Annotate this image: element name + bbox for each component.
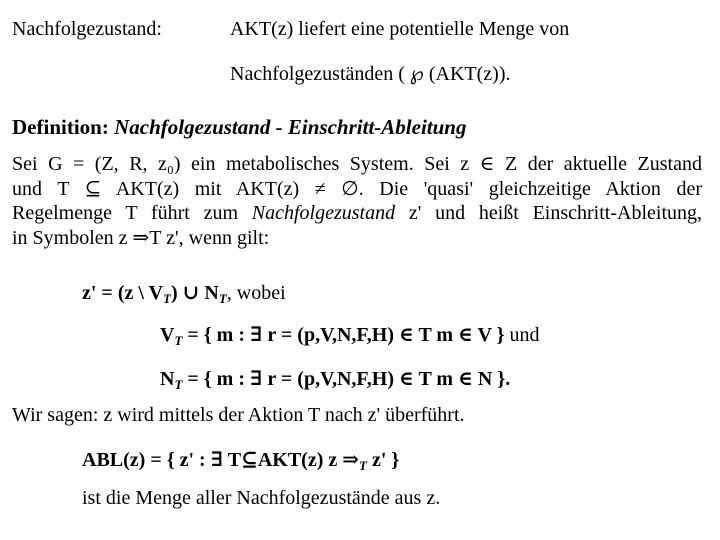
formula-n-body: = { m : ∃ r = (p,V,N,F,H) ∈ T m ∈ N }. — [182, 368, 511, 390]
term-label: Nachfolgezustand: — [12, 18, 162, 40]
transition-sentence: Wir sagen: z wird mittels der Aktion T nach z' überführt. — [12, 404, 465, 426]
paragraph-line-3-start: Regelmenge T führt zum — [12, 202, 252, 224]
formula-v — [160, 322, 540, 347]
formula-v-body: = { m : ∃ r = (p,V,N,F,H) ∈ T m ∈ V } — [182, 324, 505, 346]
closing-line: ist die Menge aller Nachfolgezustände aus z. — [82, 487, 441, 509]
paragraph-line-3-end: z' und heißt Einschritt-Ableitung, — [395, 202, 702, 224]
formula-n — [160, 366, 510, 391]
formula-v-tail: und — [504, 324, 540, 346]
formula-main — [82, 280, 286, 305]
paragraph-line-4: in Symbolen z ⇒T z', wenn gilt: — [12, 226, 270, 249]
formula-abl-tail: z' } — [366, 449, 400, 471]
formula-abl-sub: T — [359, 458, 367, 473]
definition-heading — [12, 115, 466, 140]
term-description-line2: Nachfolgezuständen ( ℘ (AKT(z)). — [230, 63, 511, 85]
formula-n-sub: T — [174, 377, 183, 392]
formula-n-lhs: N — [160, 368, 175, 390]
formula-v-lhs: V — [160, 324, 175, 346]
term-description-line1: AKT(z) liefert eine potentielle Menge von — [230, 18, 570, 40]
formula-main-sub1: T — [163, 291, 171, 306]
formula-abl — [82, 447, 399, 472]
formula-main-part2: ) ∪ N — [170, 282, 219, 304]
formula-main-part1: z' = (z \ V — [82, 282, 164, 304]
definition-label: Definition: — [12, 115, 109, 139]
paragraph-line-3 — [12, 201, 702, 226]
definition-title: Nachfolgezustand - Einschritt-Ableitung — [114, 115, 467, 139]
formula-main-sub2: T — [218, 291, 227, 306]
definition-paragraph — [12, 152, 702, 250]
formula-main-tail: , wobei — [226, 282, 286, 304]
formula-v-sub: T — [174, 333, 183, 348]
formula-abl-body: ABL(z) = { z' : ∃ T⊆AKT(z) z ⇒ — [82, 449, 359, 471]
paragraph-line-2: und T ⊆ AKT(z) mit AKT(z) ≠ ∅. Die 'quasi' gleichzeitige Aktion der — [12, 177, 702, 200]
paragraph-line-1: Sei G = (Z, R, z₀) ein metabolisches System. Sei z ∈ Z der aktuelle Zustand — [12, 153, 702, 175]
paragraph-line-3-italic: Nachfolgezustand — [251, 202, 396, 224]
